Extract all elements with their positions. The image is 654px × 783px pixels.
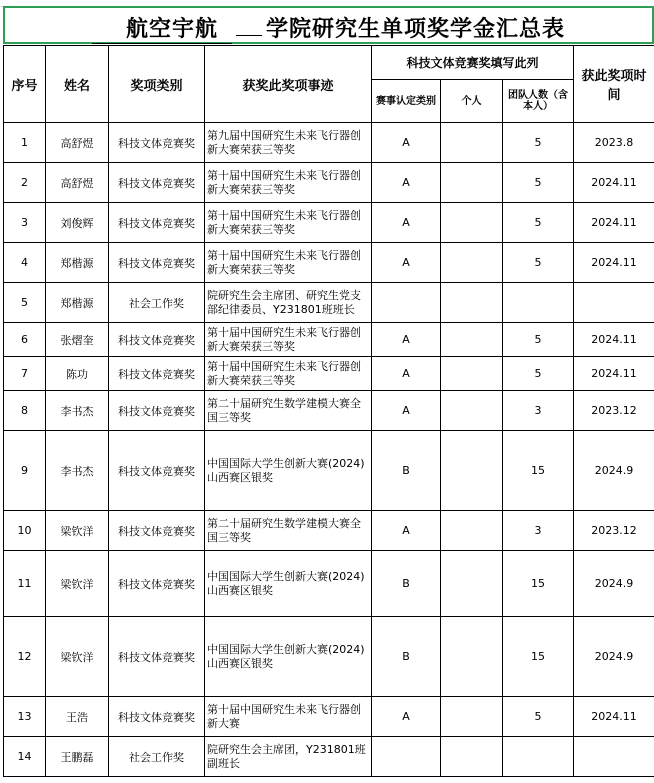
category-cell[interactable]: 科技文体竞赛奖 (109, 357, 205, 391)
seq-cell[interactable]: 3 (4, 203, 46, 243)
event-cell[interactable]: 第十届中国研究生未来飞行器创新大赛荣获三等奖 (205, 357, 372, 391)
name-cell[interactable]: 郑楷源 (46, 243, 109, 283)
header-competition-group[interactable]: 科技文体竞赛奖填写此列 (372, 46, 574, 80)
header-category[interactable]: 奖项类别 (109, 46, 205, 123)
seq-cell[interactable]: 4 (4, 243, 46, 283)
team-cell[interactable]: 3 (503, 391, 574, 431)
team-cell[interactable]: 3 (503, 511, 574, 551)
date-cell[interactable]: 2024.9 (574, 431, 654, 511)
table-row (4, 203, 654, 243)
personal-cell[interactable] (441, 551, 503, 617)
header-level[interactable]: 赛事认定类别 (372, 80, 441, 123)
seq-cell[interactable]: 7 (4, 357, 46, 391)
name-cell[interactable]: 高舒煜 (46, 123, 109, 163)
category-cell[interactable]: 科技文体竞赛奖 (109, 617, 205, 697)
date-cell[interactable]: 2024.11 (574, 357, 654, 391)
table-row (4, 123, 654, 163)
header-name[interactable]: 姓名 (46, 46, 109, 123)
level-cell[interactable]: B (372, 617, 441, 697)
category-cell[interactable]: 社会工作奖 (109, 283, 205, 323)
level-cell[interactable]: A (372, 323, 441, 357)
team-cell[interactable]: 5 (503, 697, 574, 737)
personal-cell[interactable] (441, 737, 503, 777)
table-row (4, 283, 654, 323)
team-cell[interactable]: 5 (503, 123, 574, 163)
team-cell[interactable]: 5 (503, 357, 574, 391)
table-row (4, 431, 654, 511)
table-row (4, 243, 654, 283)
table-row (4, 163, 654, 203)
table-row (4, 323, 654, 357)
category-cell[interactable]: 科技文体竞赛奖 (109, 697, 205, 737)
seq-cell[interactable]: 9 (4, 431, 46, 511)
name-cell[interactable]: 梁钦洋 (46, 511, 109, 551)
date-cell[interactable]: 2024.11 (574, 697, 654, 737)
table-row (4, 697, 654, 737)
seq-cell[interactable]: 10 (4, 511, 46, 551)
scholarship-table (3, 45, 654, 777)
header-seq[interactable]: 序号 (4, 46, 46, 123)
category-cell[interactable]: 科技文体竞赛奖 (109, 323, 205, 357)
level-cell[interactable]: A (372, 163, 441, 203)
page-title (5, 12, 652, 44)
team-cell[interactable]: 15 (503, 551, 574, 617)
team-cell[interactable]: 5 (503, 323, 574, 357)
name-cell[interactable]: 李书杰 (46, 431, 109, 511)
level-cell[interactable]: A (372, 511, 441, 551)
category-cell[interactable]: 科技文体竞赛奖 (109, 391, 205, 431)
level-cell[interactable] (372, 283, 441, 323)
personal-cell[interactable] (441, 283, 503, 323)
name-cell[interactable]: 郑楷源 (46, 283, 109, 323)
team-cell[interactable]: 15 (503, 617, 574, 697)
seq-cell[interactable]: 13 (4, 697, 46, 737)
date-cell[interactable]: 2023.8 (574, 123, 654, 163)
name-cell[interactable]: 梁钦洋 (46, 551, 109, 617)
seq-cell[interactable]: 6 (4, 323, 46, 357)
event-cell[interactable]: 第十届中国研究生未来飞行器创新大赛 (205, 697, 372, 737)
date-cell[interactable]: 2024.9 (574, 617, 654, 697)
level-cell[interactable]: A (372, 357, 441, 391)
personal-cell[interactable] (441, 203, 503, 243)
date-cell[interactable] (574, 283, 654, 323)
title-blank (236, 35, 262, 36)
table-row (4, 617, 654, 697)
table-row (4, 357, 654, 391)
event-cell[interactable]: 第十届中国研究生未来飞行器创新大赛荣获三等奖 (205, 323, 372, 357)
header-date[interactable]: 获此奖项时间 (574, 46, 654, 123)
team-cell[interactable] (503, 283, 574, 323)
seq-cell[interactable]: 2 (4, 163, 46, 203)
team-cell[interactable]: 5 (503, 203, 574, 243)
level-cell[interactable]: B (372, 431, 441, 511)
category-cell[interactable]: 科技文体竞赛奖 (109, 551, 205, 617)
personal-cell[interactable] (441, 243, 503, 283)
team-cell[interactable]: 15 (503, 431, 574, 511)
event-cell[interactable]: 第九届中国研究生未来飞行器创新大赛荣获三等奖 (205, 123, 372, 163)
personal-cell[interactable] (441, 391, 503, 431)
level-cell[interactable]: B (372, 551, 441, 617)
name-cell[interactable]: 李书杰 (46, 391, 109, 431)
date-cell[interactable]: 2024.11 (574, 163, 654, 203)
sheet-title-cell[interactable] (3, 6, 654, 44)
event-cell[interactable]: 院研究生会主席团，Y231801班副班长 (205, 737, 372, 777)
level-cell[interactable]: A (372, 123, 441, 163)
table-row (4, 737, 654, 777)
table-row (4, 391, 654, 431)
category-cell[interactable]: 社会工作奖 (109, 737, 205, 777)
name-cell[interactable]: 梁钦洋 (46, 617, 109, 697)
header-event[interactable]: 获奖此奖项事迹 (205, 46, 372, 123)
date-cell[interactable]: 2024.11 (574, 243, 654, 283)
category-cell[interactable]: 科技文体竞赛奖 (109, 431, 205, 511)
personal-cell[interactable] (441, 163, 503, 203)
seq-cell[interactable]: 11 (4, 551, 46, 617)
seq-cell[interactable]: 8 (4, 391, 46, 431)
title-suffix: 学院研究生单项奖学金汇总表 (266, 16, 566, 42)
date-cell[interactable]: 2023.12 (574, 391, 654, 431)
date-cell[interactable]: 2023.12 (574, 511, 654, 551)
event-cell[interactable]: 第十届中国研究生未来飞行器创新大赛荣获三等奖 (205, 243, 372, 283)
name-cell[interactable]: 王浩 (46, 697, 109, 737)
personal-cell[interactable] (441, 697, 503, 737)
seq-cell[interactable]: 1 (4, 123, 46, 163)
level-cell[interactable] (372, 737, 441, 777)
team-cell[interactable]: 5 (503, 163, 574, 203)
team-cell[interactable]: 5 (503, 243, 574, 283)
event-cell[interactable]: 第十届中国研究生未来飞行器创新大赛荣获三等奖 (205, 203, 372, 243)
level-cell[interactable]: A (372, 243, 441, 283)
personal-cell[interactable] (441, 357, 503, 391)
event-cell[interactable]: 第二十届研究生数学建模大赛全国三等奖 (205, 391, 372, 431)
name-cell[interactable]: 刘俊辉 (46, 203, 109, 243)
seq-cell[interactable]: 14 (4, 737, 46, 777)
team-cell[interactable] (503, 737, 574, 777)
event-cell[interactable]: 中国国际大学生创新大赛(2024)山西赛区银奖 (205, 431, 372, 511)
category-cell[interactable]: 科技文体竞赛奖 (109, 511, 205, 551)
table-row (4, 551, 654, 617)
category-cell[interactable]: 科技文体竞赛奖 (109, 243, 205, 283)
personal-cell[interactable] (441, 123, 503, 163)
level-cell[interactable]: A (372, 697, 441, 737)
header-team[interactable]: 团队人数（含本人） (503, 80, 574, 123)
personal-cell[interactable] (441, 323, 503, 357)
category-cell[interactable]: 科技文体竞赛奖 (109, 203, 205, 243)
table-row (4, 511, 654, 551)
seq-cell[interactable]: 12 (4, 617, 46, 697)
category-cell[interactable]: 科技文体竞赛奖 (109, 123, 205, 163)
category-cell[interactable]: 科技文体竞赛奖 (109, 163, 205, 203)
event-cell[interactable]: 院研究生会主席团、研究生党支部纪律委员、Y231801班班长 (205, 283, 372, 323)
personal-cell[interactable] (441, 511, 503, 551)
seq-cell[interactable]: 5 (4, 283, 46, 323)
event-cell[interactable]: 中国国际大学生创新大赛(2024)山西赛区银奖 (205, 617, 372, 697)
date-cell[interactable]: 2024.9 (574, 551, 654, 617)
name-cell[interactable]: 陈功 (46, 357, 109, 391)
name-cell[interactable]: 张熠奎 (46, 323, 109, 357)
personal-cell[interactable] (441, 617, 503, 697)
level-cell[interactable]: A (372, 203, 441, 243)
header-personal[interactable]: 个人 (441, 80, 503, 123)
title-prefix: 航空宇航 (92, 12, 232, 44)
level-cell[interactable]: A (372, 391, 441, 431)
event-cell[interactable]: 第二十届研究生数学建模大赛全国三等奖 (205, 511, 372, 551)
date-cell[interactable]: 2024.11 (574, 203, 654, 243)
date-cell[interactable] (574, 737, 654, 777)
event-cell[interactable]: 第十届中国研究生未来飞行器创新大赛荣获三等奖 (205, 163, 372, 203)
name-cell[interactable]: 王鹏磊 (46, 737, 109, 777)
personal-cell[interactable] (441, 431, 503, 511)
event-cell[interactable]: 中国国际大学生创新大赛(2024)山西赛区银奖 (205, 551, 372, 617)
date-cell[interactable]: 2024.11 (574, 323, 654, 357)
name-cell[interactable]: 高舒煜 (46, 163, 109, 203)
